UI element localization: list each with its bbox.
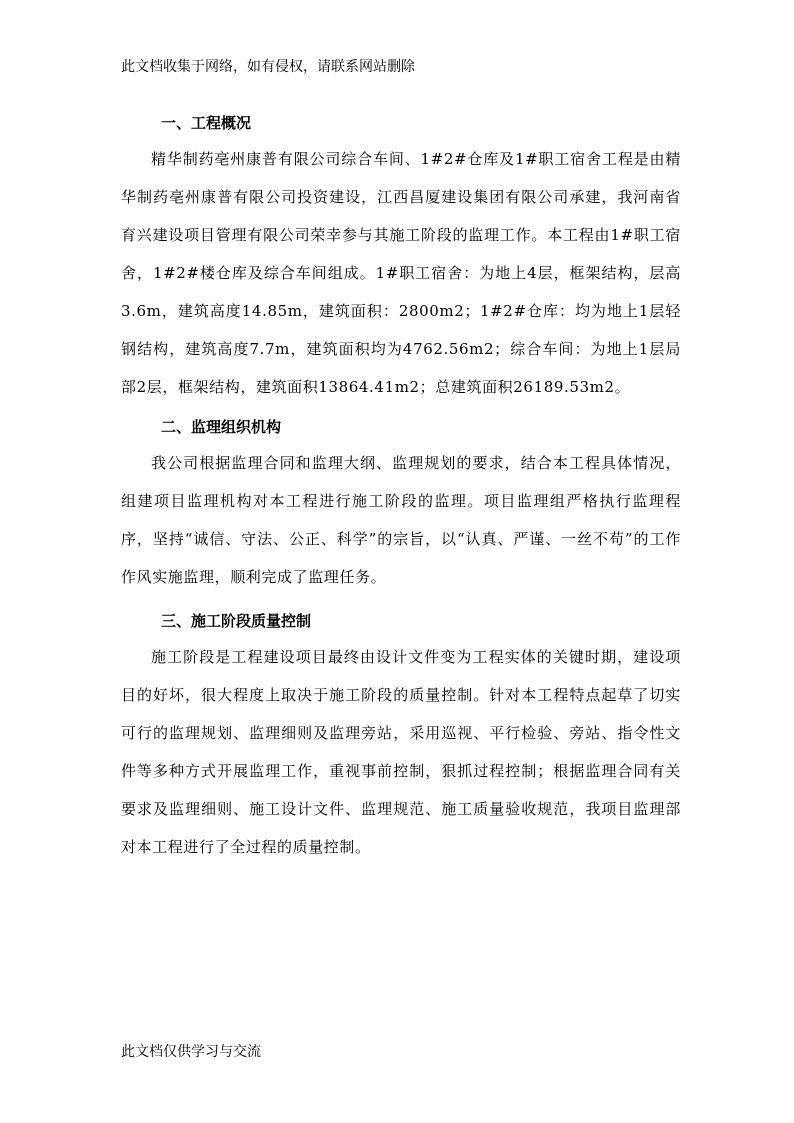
footer-disclaimer: 此文档仅供学习与交流 (121, 1044, 261, 1060)
header-disclaimer: 此文档收集于网络，如有侵权，请联系网站删除 (121, 59, 415, 75)
section-paragraph: 我公司根据监理合同和监理大纲、监理规划的要求，结合本工程具体情况，组建项目监理机构对本工程进行施工阶段的监理。项目监理组严格执行监理程序，坚持“诚信、守法、公正、科学”的宗旨，以“认真、严谨、一丝不苟”的工作作风实施监理，顺利完成了监理任务。 (121, 454, 681, 586)
section-paragraph: 精华制药亳州康普有限公司综合车间、1#2#仓库及1#职工宿舍工程是由精华制药亳州康普有限公司投资建设，江西昌厦建设集团有限公司承建，我河南省育兴建设项目管理有限公司荣幸参与其施工阶段的监理工作。本工程由1#职工宿舍，1#2#楼仓库及综合车间组成。1#职工宿舍：为地上4层，框架结构，层高3.6m，建筑高度14.85m，建筑面积：2800m2；1#2#仓库：均为地上1层轻钢结构，建筑高度7.7m，建筑面积均为4762.56m2；综合车间：为地上1层局部2层，框架结构，建筑面积13864.41m2；总建筑面积26189.53m2。 (121, 150, 681, 396)
section-supervision-organization (121, 410, 681, 596)
section-project-overview (121, 106, 681, 406)
document-body (121, 106, 681, 866)
section-heading: 三、施工阶段质量控制 (161, 612, 312, 630)
section-paragraph: 施工阶段是工程建设项目最终由设计文件变为工程实体的关键时期，建设项目的好坏，很大程度上取决于施工阶段的质量控制。针对本工程特点起草了切实可行的监理规划、监理细则及监理旁站，采用巡视、平行检验、旁站、指令性文件等多种方式开展监理工作，重视事前控制，狠抓过程控制；根据监理合同有关要求及监理细则、施工设计文件、监理规范、施工质量验收规范，我项目监理部对本工程进行了全过程的质量控制。 (121, 648, 681, 856)
section-heading: 二、监理组织机构 (161, 418, 282, 436)
section-quality-control (121, 604, 681, 866)
section-heading: 一、工程概况 (161, 114, 252, 132)
